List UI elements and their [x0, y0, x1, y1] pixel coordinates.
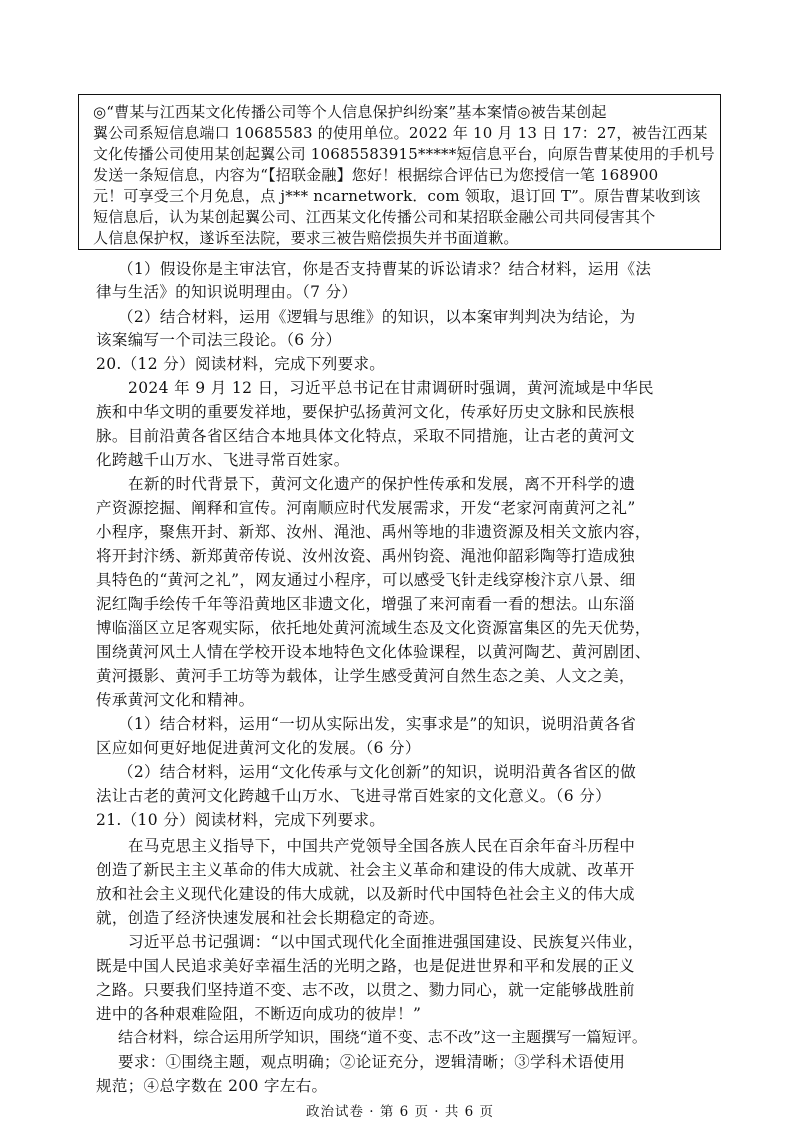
page-footer: 政治试卷 · 第 6 页 · 共 6 页 — [305, 1104, 495, 1120]
q21-para1-line: 就，创造了经济快速发展和社会长期稳定的奇迹。 — [96, 909, 445, 927]
q21-para2-line: 进中的各种艰难险阻，不断迈向成功的彼岸！” — [96, 1005, 422, 1023]
q21-para1-line: 放和社会主义现代化建设的伟大成就，以及新时代中国特色社会主义的伟大成 — [96, 885, 635, 903]
q21-requirements-line: 规范；④总字数在 200 字左右。 — [96, 1077, 328, 1095]
case-line: 翼公司系短信息端口 10685583 的使用单位。2022 年 10 月 13 日 17：27，被告江西某 — [93, 124, 708, 142]
q20-para1-line: 化跨越千山万水、飞进寻常百姓家。 — [96, 451, 350, 469]
q20-sub2-line: （2）结合材料，运用“文化传承与文化创新”的知识，说明沿黄各省区的做 — [118, 763, 637, 781]
q21-para1-line: 在马克思主义指导下，中国共产党领导全国各族人民在百余年奋斗历程中 — [128, 837, 636, 855]
q20-para1-line: 族和中华文明的重要发祥地，要保护弘扬黄河文化，传承好历史文脉和民族根 — [96, 403, 635, 421]
q21-requirements-line: 要求：①围绕主题，观点明确；②论证充分，逻辑清晰；③学科术语使用 — [118, 1053, 626, 1071]
q20-para2-line: 产资源挖掘、阐释和宣传。河南顺应时代发展需求，开发“老家河南黄河之礼” — [96, 499, 636, 517]
q21-task: 结合材料，综合运用所学知识，围绕“道不变、志不改”这一主题撰写一篇短评。 — [118, 1028, 647, 1046]
q20-para2-line: 具特色的“黄河之礼”，网友通过小程序，可以感受飞针走线穿梭汴京八景、细 — [96, 571, 636, 589]
case-line: ◎“曹某与江西某文化传播公司等个人信息保护纠纷案”基本案情◎被告某创起 — [93, 103, 607, 121]
q20-para2-line: 博临淄区立足客观实际，依托地处黄河流域生态及文化资源富集区的先天优势， — [96, 619, 651, 637]
q20-para2-line: 在新的时代背景下，黄河文化遗产的保护性传承和发展，离不开科学的遗 — [128, 475, 636, 493]
case-line: 发送一条短信息，内容为“【招联金融】您好！根据综合评估已为您授信一笔 168900 — [93, 166, 659, 184]
q19-sub1-line: （1）假设你是主审法官，你是否支持曹某的诉讼请求？结合材料，运用《法 — [118, 260, 652, 278]
q21-para1-line: 创造了新民主主义革命的伟大成就、社会主义革命和建设的伟大成就、改革开 — [96, 861, 635, 879]
case-line: 人信息保护权，遂诉至法院，要求三被告赔偿损失并书面道歉。 — [93, 229, 519, 247]
case-material-box — [78, 94, 721, 250]
q20-para2-line: 将开封汴绣、新郑黄帝传说、汝州汝瓷、禹州钧瓷、渑池仰韶彩陶等打造成独 — [96, 547, 635, 565]
q20-sub1-line: 区应如何更好地促进黄河文化的发展。（6 分） — [96, 739, 421, 757]
q20-para2-line: 传承黄河文化和精神。 — [96, 691, 255, 709]
q20-sub1-line: （1）结合材料，运用“一切从实际出发，实事求是”的知识，说明沿黄各省 — [118, 715, 637, 733]
q20-para1-line: 2024 年 9 月 12 日，习近平总书记在甘肃调研时强调，黄河流域是中华民 — [128, 379, 654, 397]
q19-sub1-line: 律与生活》的知识说明理由。（7 分） — [96, 283, 358, 301]
q20-header: 20.（12 分）阅读材料，完成下列要求。 — [96, 355, 386, 373]
q21-para2-line: 习近平总书记强调：“以中国式现代化全面推进强国建设、民族复兴伟业， — [128, 933, 644, 951]
q20-sub2-line: 法让古老的黄河文化跨越千山万水、飞进寻常百姓家的文化意义。（6 分） — [96, 787, 611, 805]
q20-para2-line: 泥红陶手绘传千年等沿黄地区非遗文化，增强了来河南看一看的想法。山东淄 — [96, 595, 635, 613]
q21-para2-line: 既是中国人民追求美好幸福生活的光明之路，也是促进世界和平和发展的正义 — [96, 957, 635, 975]
q21-para2-line: 之路。只要我们坚持道不变、志不改，以贯之、勠力同心，就一定能够战胜前 — [96, 981, 635, 999]
case-line: 元！可享受三个月免息，点 j*** ncarnetwork．com 领取，退订回 T”。原告曹某收到该 — [93, 187, 701, 205]
q19-sub2-line: （2）结合材料，运用《逻辑与思维》的知识，以本案审判判决为结论，为 — [118, 308, 636, 326]
q21-header: 21.（10 分）阅读材料，完成下列要求。 — [96, 811, 386, 829]
case-line: 文化传播公司使用某创起翼公司 10685583915*****短信息平台，向原告曹某使用的手机号 — [93, 145, 715, 163]
q20-para1-line: 脉。目前沿黄各省区结合本地具体文化特点，采取不同措施，让古老的黄河文 — [96, 427, 635, 445]
q20-para2-line: 小程序，聚焦开封、新郑、汝州、渑池、禹州等地的非遗资源及相关文旅内容， — [96, 523, 651, 541]
q20-para2-line: 黄河摄影、黄河手工坊等为载体，让学生感受黄河自然生态之美、人文之美， — [96, 667, 635, 685]
case-line: 短信息后，认为某创起翼公司、江西某文化传播公司和某招联金融公司共同侵害其个 — [93, 208, 656, 226]
q20-para2-line: 围绕黄河风土人情在学校开设本地特色文化体验课程，以黄河陶艺、黄河剧团、 — [96, 643, 651, 661]
q19-sub2-line: 该案编写一个司法三段论。（6 分） — [96, 331, 342, 349]
